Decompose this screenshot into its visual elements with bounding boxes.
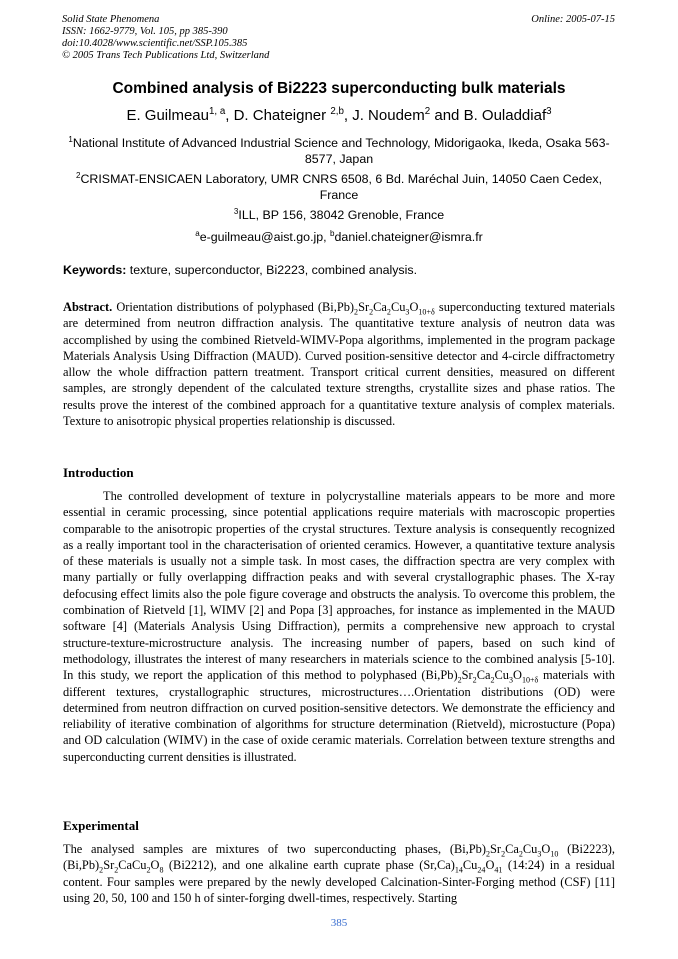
keywords-text: texture, superconductor, Bi2223, combined analysis. xyxy=(126,263,418,277)
journal-name: Solid State Phenomena xyxy=(62,14,160,25)
abstract-text: Orientation distributions of polyphased (Bi,Pb) xyxy=(112,300,355,314)
online-date: Online: 2005-07-15 xyxy=(531,14,615,25)
affiliation-text: National Institute of Advanced Industrial Science and Technology, Midorigaoka, Ikeda, Osaka 563-8577, Japan xyxy=(72,136,610,166)
abstract-text: superconducting textured materials are determined from neutron diffraction analysis. The quantitative texture analysis of neutron data was accomplished by using the combined Rietveld-WIMV-Popa algorithms, implemented in the program package Materials Analysis Using Diffraction (MAUD). Curved position-sensitive detector and 4-circle diffractometry allow the whole diffraction pattern treatment. Transport critical current densities, measured on different samples, are strongly dependent of the calculated texture strengths, crystallite sizes and phase ratios. The results prove the interest of the combined approach for a quantitative texture analysis of complex materials. Texture to anisotropic physical properties relationship is discussed. xyxy=(63,300,616,429)
paper-title: Combined analysis of Bi2223 superconducting bulk materials xyxy=(112,80,566,97)
affiliation-2 xyxy=(62,171,616,203)
formula-text: Cu xyxy=(390,300,406,314)
body-text: (Bi2212), and one alkaline earth cuprate phase (Sr,Ca) xyxy=(163,858,455,873)
formula-subscript: 2 xyxy=(490,675,495,685)
formula-subscript: 2 xyxy=(486,849,491,859)
formula-subscript: 14 xyxy=(454,865,463,875)
formula-subscript: 2 xyxy=(146,865,151,875)
email-address[interactable]: daniel.chateigner@ismra.fr xyxy=(334,230,483,244)
abstract-label: Abstract. xyxy=(63,300,113,314)
formula-text: Cu xyxy=(522,842,538,856)
formula-text: O xyxy=(541,842,551,856)
author-name: J. Noudem xyxy=(352,107,425,124)
author-name: E. Guilmeau xyxy=(126,107,209,124)
author-name: and B. Ouladdiaf xyxy=(434,107,547,124)
formula-text: O xyxy=(409,300,419,314)
formula-subscript: 2 xyxy=(457,675,462,685)
introduction-paragraph xyxy=(63,488,615,765)
formula-subscript: 2 xyxy=(354,307,359,317)
author-list: E. Guilmeau$^{1, a}$, D. Chateigner $^{2,b}$, J. Noudem$^2$ and B. Ouladdiaf$^3$ xyxy=(126,106,552,124)
formula-subscript: 2 xyxy=(99,865,104,875)
affiliation-mark: 1 xyxy=(68,134,73,144)
formula-text: Cu xyxy=(462,858,478,873)
page-number: 385 xyxy=(330,917,348,929)
formula-subscript: 10+δ xyxy=(418,307,435,317)
formula-subscript: 2 xyxy=(501,849,506,859)
keywords-label: Keywords: xyxy=(63,263,127,277)
body-text: The analysed samples are mixtures of two superconducting phases, (Bi,Pb) xyxy=(63,842,486,856)
issn-line: ISSN: 1662-9779, Vol. 105, pp 385-390 xyxy=(62,26,228,37)
email-mark: b xyxy=(330,228,335,238)
formula-subscript: 24 xyxy=(477,865,486,875)
email-address[interactable]: e-guilmeau@aist.go.jp, xyxy=(199,230,331,244)
formula-text: Sr xyxy=(490,842,502,856)
author-name: D. Chateigner xyxy=(233,107,331,124)
email-line xyxy=(62,229,616,245)
affiliation-text: CRISMAT-ENSICAEN Laboratory, UMR CNRS 6508, 6 Bd. Maréchal Juin, 14050 Caen Cedex, France xyxy=(80,172,603,202)
doi-line: doi:10.4028/www.scientific.net/SSP.105.385 xyxy=(62,38,248,49)
formula-text: O xyxy=(485,858,495,873)
formula-subscript: 3 xyxy=(537,849,542,859)
email-mark: a xyxy=(195,228,200,238)
copyright-line: © 2005 Trans Tech Publications Ltd, Switzerland xyxy=(62,50,270,61)
author-affiliation-mark: 3 xyxy=(546,106,552,117)
affiliation-1 xyxy=(62,135,616,167)
formula-text: CaCu xyxy=(118,858,147,873)
formula-text: Ca xyxy=(476,668,491,683)
formula-subscript: 2 xyxy=(518,849,523,859)
formula-subscript: 2 xyxy=(386,307,391,317)
formula-subscript: 3 xyxy=(405,307,410,317)
formula-text: Sr xyxy=(461,668,473,683)
formula-text: O xyxy=(150,858,160,873)
formula-subscript: 10 xyxy=(550,849,559,859)
affiliation-mark: 3 xyxy=(233,206,239,216)
keywords xyxy=(63,263,623,277)
formula-subscript: 8 xyxy=(159,865,164,875)
formula-subscript: 3 xyxy=(508,675,513,685)
formula-text: O xyxy=(512,668,522,683)
formula-text: Sr xyxy=(358,300,370,314)
formula-subscript: 2 xyxy=(114,865,119,875)
section-heading-introduction: Introduction xyxy=(63,465,134,480)
formula-subscript: 41 xyxy=(494,865,503,875)
formula-text: Ca xyxy=(373,300,387,314)
abstract-paragraph xyxy=(63,299,615,429)
formula-text: Sr xyxy=(103,858,115,873)
experimental-paragraph xyxy=(63,841,615,906)
affiliation-text: ILL, BP 156, 38042 Grenoble, France xyxy=(238,208,445,222)
formula-subscript: 2 xyxy=(369,307,374,317)
body-text: materials with different textures, crystallographic structures, microstructures….Orientation distributions (OD) were determined from neutron diffraction on curved position-sensitive detectors. We demonstrate the efficiency and reliability of iterative combination of algorithms for structure determination (Rietveld), microstucture (Popa) and OD calculation (WIMV) in the case of oxide ceramic materials. Correlation between texture strengths and superconducting current densities is illustrated. xyxy=(63,668,615,764)
formula-subscript: 10+δ xyxy=(521,675,539,685)
author-affiliation-mark: 2,b xyxy=(330,106,344,117)
affiliation-3 xyxy=(62,207,616,223)
section-heading-experimental: Experimental xyxy=(63,818,139,833)
formula-subscript: 2 xyxy=(472,675,477,685)
body-text: The controlled development of texture in polycrystalline materials appears to be more and more essential in ceramic processing, since potential applications require materials with macroscopic properties comparable to the anisotropic properties of the crystal structures. Texture analysis is consequently recognized as a really important tool in the characterisation of oriented ceramics. However, a quantitative texture analysis of these materials is usually not a simple task. In most cases, the diffraction spectra are very complex with many partially or fully overlapping diffraction peaks and with several crystallographic phases. The X-ray defocusing effect limits also the pole figure coverage and obstructs the analysis. To overcome this problem, the combination of Rietveld [1], WIMV [2] and Popa [3] approaches, for instance as implemented in the MAUD software [4] (Materials Analysis Using Diffraction), permits a comprehensive new approach to crystal structure-texture-microstructure analysis. The increasing number of papers, based on such kind of methodology, illustrates the interest of many researchers in materials science to the combined analysis [5-10]. In this study, we report the application of this method to polyphased (Bi,Pb) xyxy=(63,489,615,683)
running-header xyxy=(62,14,269,62)
body-text: (Bi2223), (Bi,Pb) xyxy=(63,842,615,873)
affiliation-mark: 2 xyxy=(75,170,81,180)
formula-text: Ca xyxy=(505,842,519,856)
author-affiliation-mark: 1, a xyxy=(208,106,226,117)
body-text: (14:24) in a residual content. Four samples were prepared by the newly developed Calcination-Sinter-Forging method (CSF) [11] using 20, 50, 100 and 150 h of sinter-forging dwell-times, respectively. Starting xyxy=(63,858,616,905)
author-affiliation-mark: 2 xyxy=(424,106,431,117)
formula-text: Cu xyxy=(494,668,509,683)
